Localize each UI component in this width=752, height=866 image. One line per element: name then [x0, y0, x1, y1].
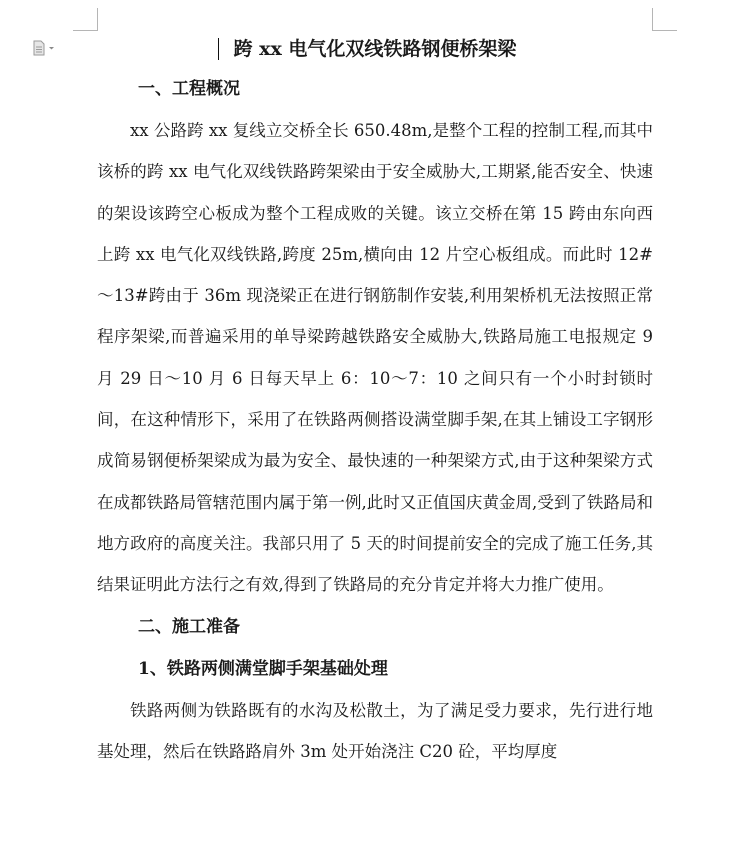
body-paragraph — [97, 690, 653, 773]
page-corner-top-right — [652, 8, 677, 31]
text-cursor — [218, 38, 219, 60]
body-paragraph — [97, 110, 653, 606]
paragraph-text: 铁路两侧为铁路既有的水沟及松散土，为了满足受力要求，先行进行地基处理，然后在铁路路肩外 3m 处开始浇注 C20 砼，平均厚度 — [97, 700, 653, 761]
document-title — [97, 30, 653, 68]
document-title-text: 跨 xx 电气化双线铁路钢便桥架梁 — [233, 38, 517, 60]
section-heading: 一、工程概况 — [138, 79, 240, 99]
subsection-heading: 1、铁路两侧满堂脚手架基础处理 — [138, 658, 388, 679]
section-heading: 二、施工准备 — [138, 616, 240, 637]
document-icon[interactable] — [31, 40, 57, 56]
page-corner-top-left — [73, 8, 98, 31]
document-page — [97, 30, 653, 772]
paragraph-text: xx 公路跨 xx 复线立交桥全长 650.48m,是整个工程的控制工程,而其中该桥的跨 xx 电气化双线铁路跨架梁由于安全威胁大,工期紧,能否安全、快速的架设该跨空心板成为整个工程成败的关键。该立交桥在第 15 跨由东向西上跨 xx 电气化双线铁路,跨度 25m,横向由 12 片空心板组成。而此时 12#～13#跨由于 36m 现浇梁正在进行钢筋制作安装,利用架桥机无法按照正常程序架梁,而普遍采用的单导梁跨越铁路安全威胁大,铁路局施工电报规定 9 月 29 日～10 月 6 日每天早上 6：10～7：10 之间只有一个小时封锁时间，在这种情形下，采用了在铁路两侧搭设满堂脚手架,在其上铺设工字钢形成简易钢便桥架梁成为最为安全、最快速的一种架梁方式,由于这种架梁方式在成都铁路局管辖范围内属于第一例,此时又正值国庆黄金周,受到了铁路局和地方政府的高度关注。我部只用了 5 天的时间提前安全的完成了施工任务,其结果证明此方法行之有效,得到了铁路局的充分肯定并将大力推广使用。 — [97, 121, 653, 595]
